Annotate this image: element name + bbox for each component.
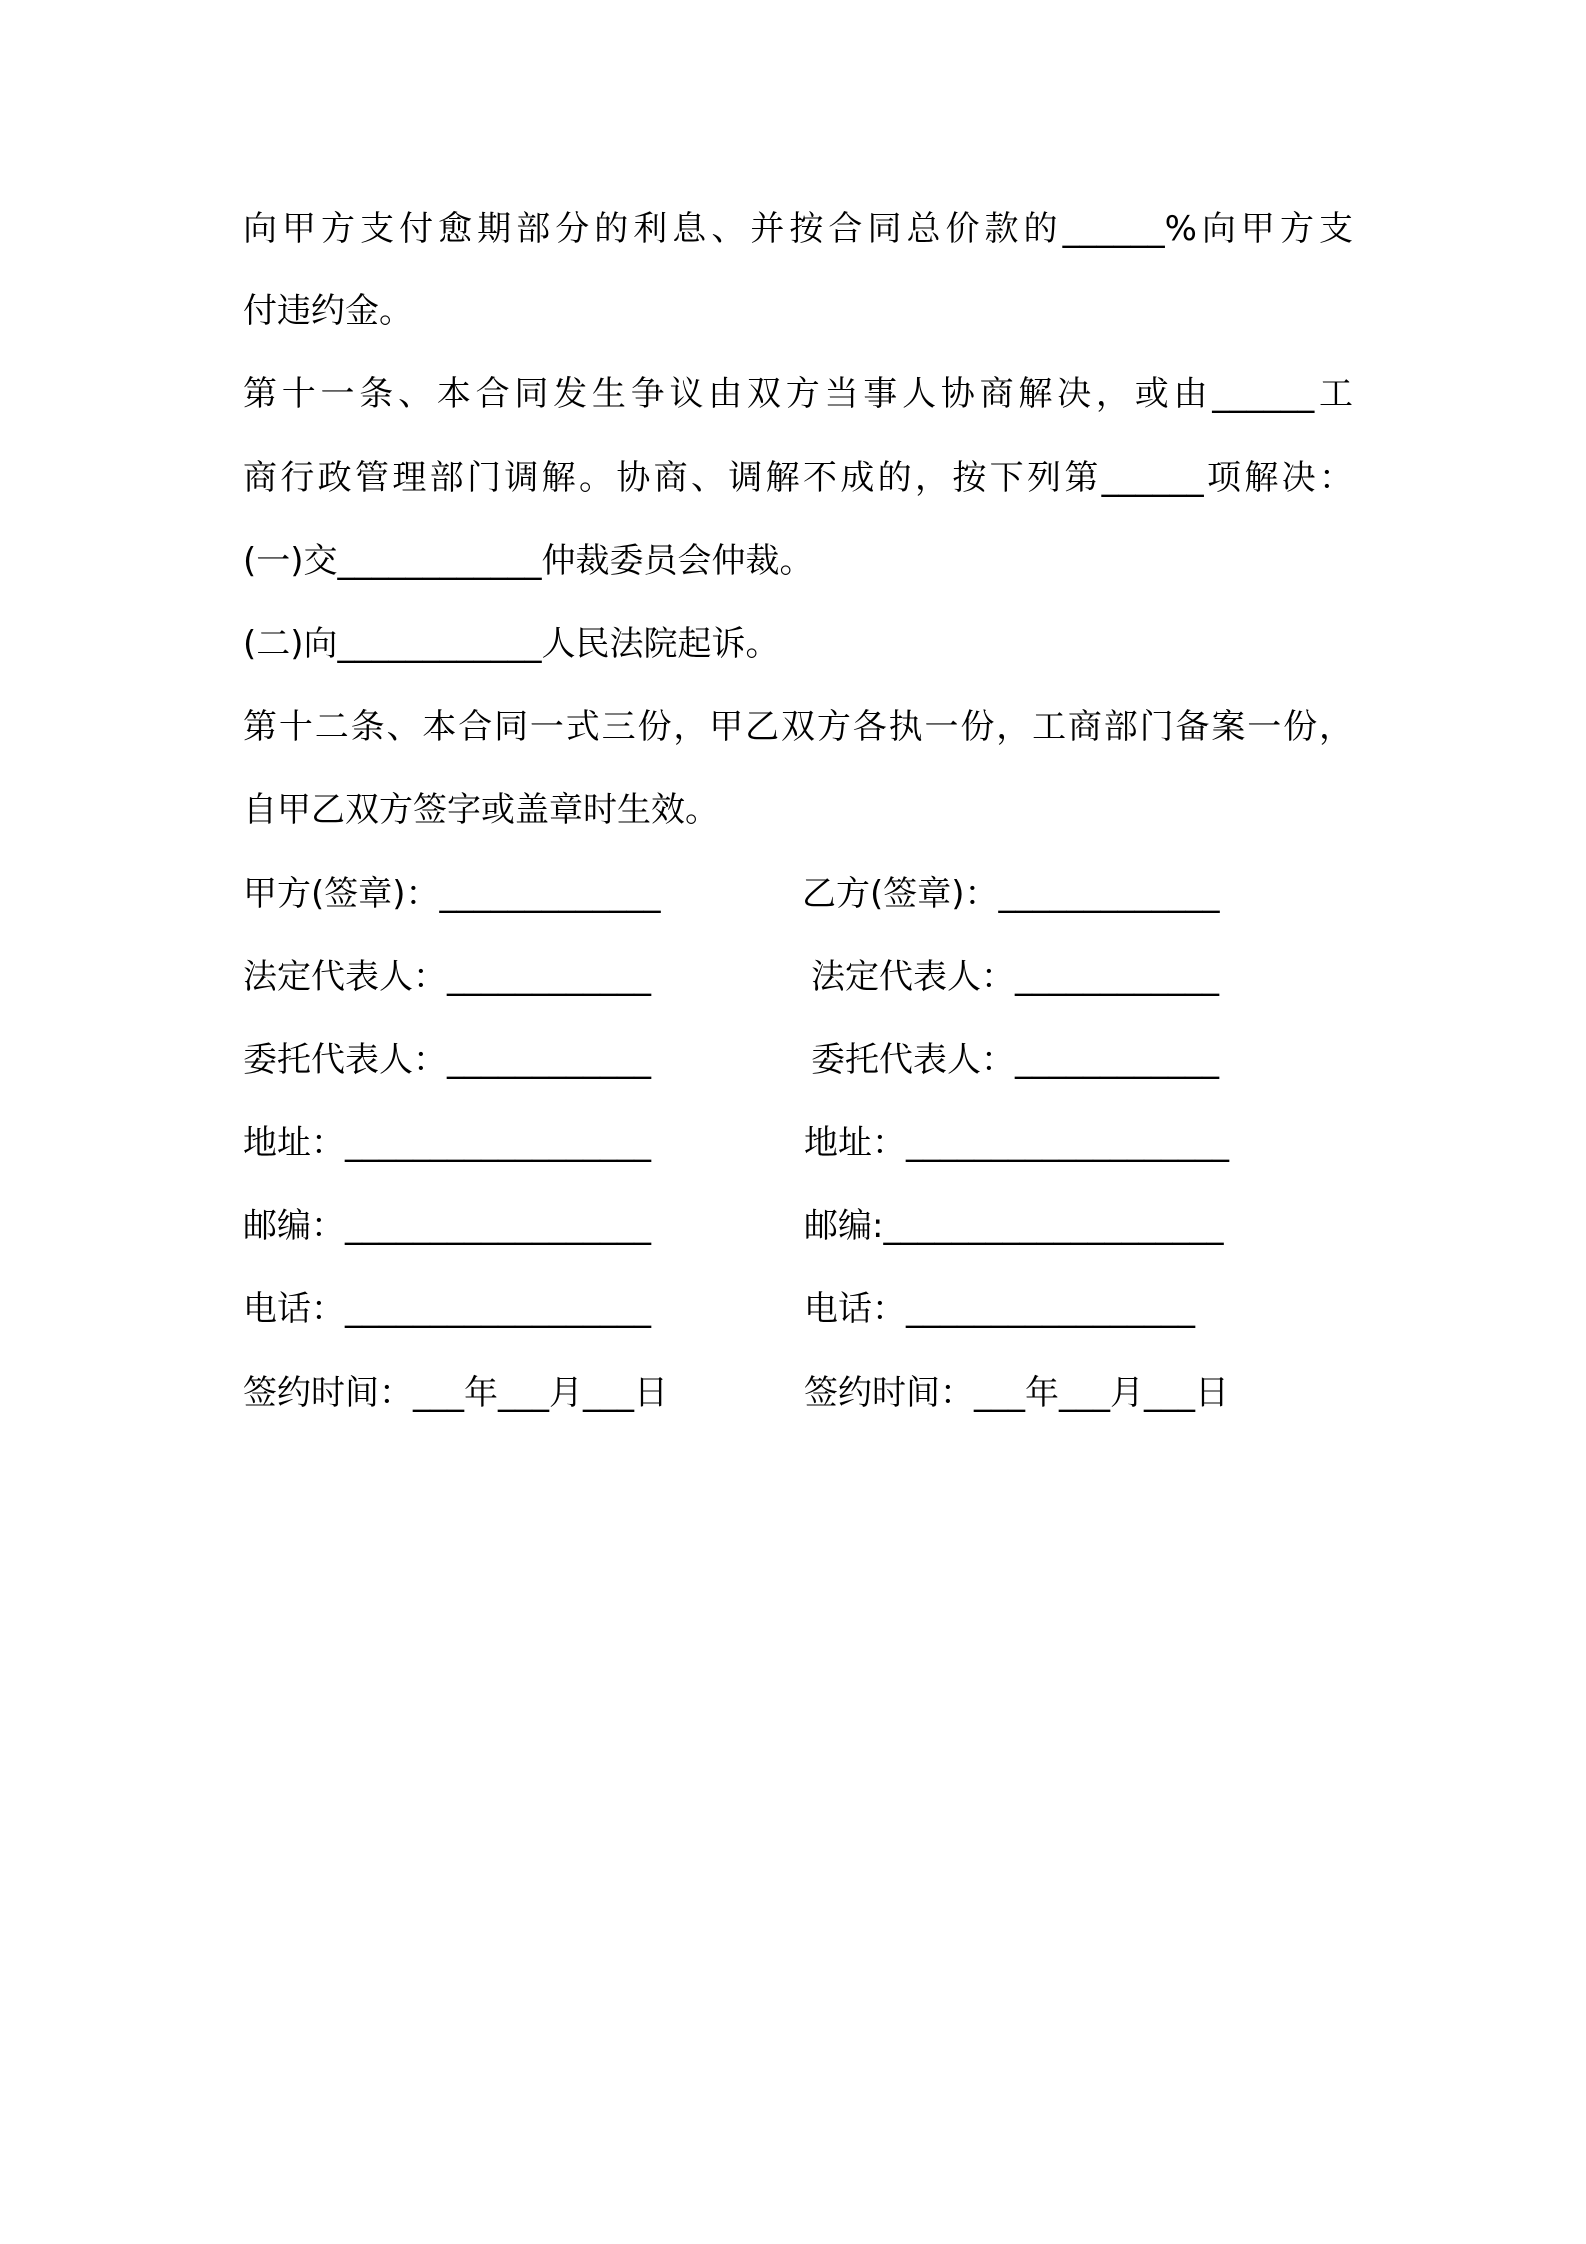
party-b-phone-field: 电话：_________________ [804,1289,1195,1329]
party-a-postcode-field: 邮编：__________________ [243,1206,651,1246]
paragraph-line: 向甲方支付愈期部分的利息、并按合同总价款的______%向甲方支 [243,209,1353,249]
party-a-address-field: 地址：__________________ [243,1123,651,1163]
party-b-legal-representative-field: 法定代表人：____________ [811,957,1219,997]
party-b-postcode-field: 邮编:____________________ [804,1206,1224,1246]
paragraph-line: 付违约金。 [243,291,413,331]
paragraph-line: 第十一条、本合同发生争议由双方当事人协商解决，或由______工 [243,374,1353,414]
party-a-legal-representative-field: 法定代表人：____________ [243,957,651,997]
arbitration-option: (一)交____________仲裁委员会仲裁。 [243,541,814,581]
party-b-address-field: 地址：___________________ [804,1123,1229,1163]
party-b-signing-date-field: 签约时间：___年___月___日 [804,1373,1229,1413]
paragraph-line: 自甲乙双方签字或盖章时生效。 [243,790,719,830]
party-a-seal-field: 甲方(签章)：_____________ [243,874,661,914]
court-option: (二)向____________人民法院起诉。 [243,624,780,664]
paragraph-line: 商行政管理部门调解。协商、调解不成的，按下列第______项解决： [243,458,1353,498]
party-a-authorized-representative-field: 委托代表人：____________ [243,1040,651,1080]
paragraph-line: 第十二条、本合同一式三份，甲乙双方各执一份，工商部门备案一份， [243,707,1353,747]
party-b-authorized-representative-field: 委托代表人：____________ [811,1040,1219,1080]
party-b-seal-field: 乙方(签章)：_____________ [802,874,1220,914]
party-a-phone-field: 电话：__________________ [243,1289,651,1329]
party-a-signing-date-field: 签约时间：___年___月___日 [243,1373,668,1413]
